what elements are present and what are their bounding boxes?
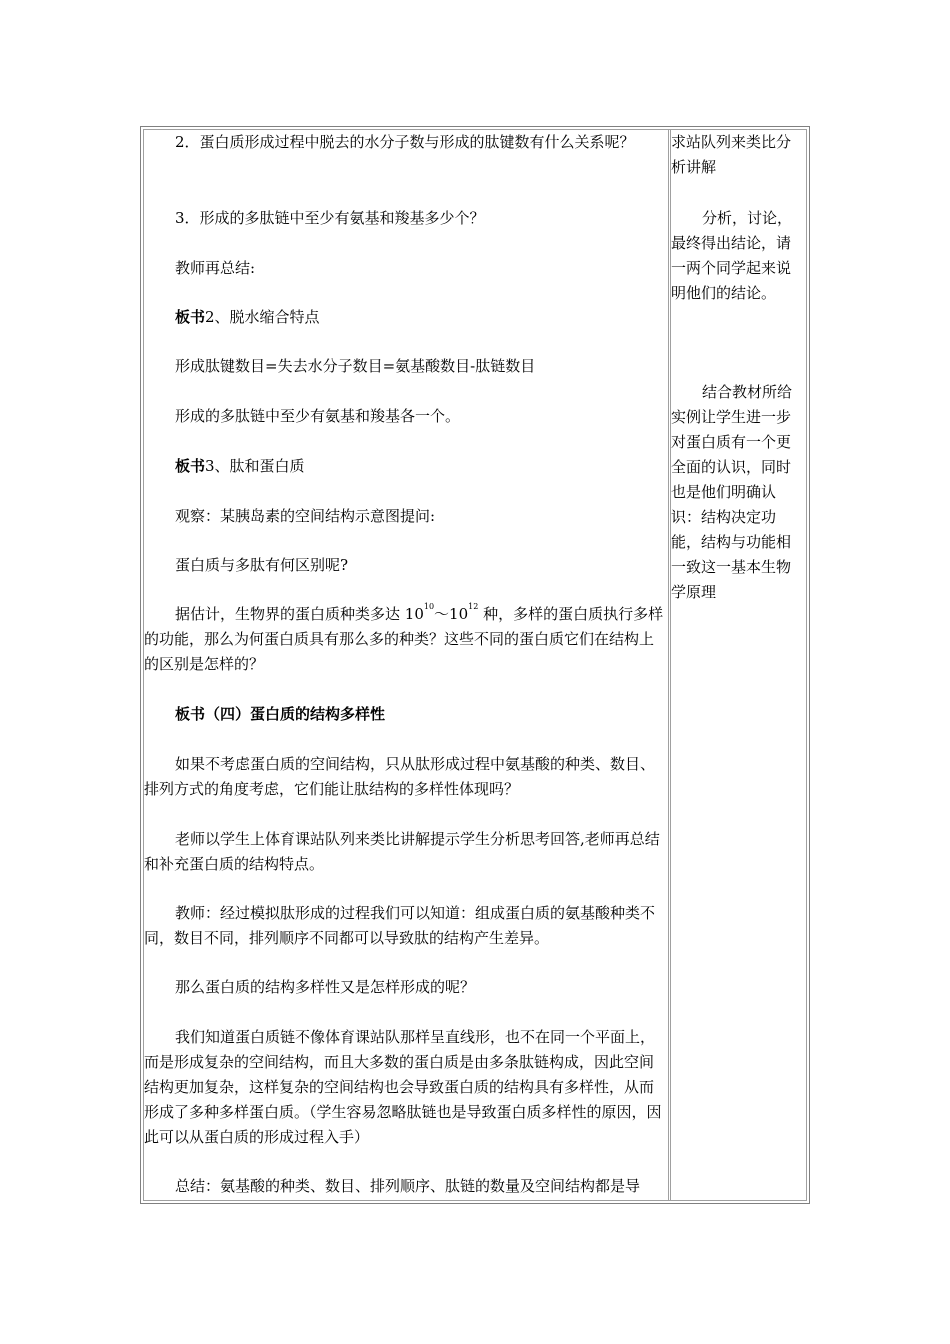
question-3: 3．形成的多肽链中至少有氨基和羧基多少个？ (175, 209, 485, 227)
formula-line: 形成肽键数目=失去水分子数目=氨基酸数目-肽链数目 (175, 357, 536, 375)
difference-question: 蛋白质与多肽有何区别呢? (175, 556, 349, 574)
side-note-discussion: 分析，讨论，最终得出结论，请一两个同学起来说明他们的结论。 (671, 209, 793, 302)
spatial-structure-paragraph: 我们知道蛋白质链不像体育课站队那样呈直线形，也不在同一个平面上，而是形成复杂的空间结构，而且大多数的蛋白质是由多条肽链构成，因此空间结构更加复杂，这样复杂的空间结构也会导致蛋白质的结构具有多样性，从而形成了多种多样蛋白质。（学生容易忽略肽链也是导致蛋白质多样性的原因，因此可以从蛋白质的形成过程入手） (144, 1028, 662, 1146)
side-note-textbook: 结合教材所给实例让学生进一步对蛋白质有一个更全面的认识，同时也是他们明确认识：结构决定功能，结构与功能相一致这一基本生物学原理 (671, 383, 793, 601)
main-column (144, 130, 669, 1200)
estimate-paragraph: 据估计，生物界的蛋白质种类多达 $10^{10}\sim 10^{12}$ 种，多样的蛋白质执行多样的功能，那么为何蛋白质具有那么多的种类？这些不同的蛋白质它们在结构上的区别是怎样的？ (144, 602, 664, 673)
observe-line: 观察：某胰岛素的空间结构示意图提问: (175, 507, 436, 525)
board-note-2: 板书2、脱水缩合特点 (175, 308, 320, 326)
diversity-question: 那么蛋白质的结构多样性又是怎样形成的呢？ (175, 978, 476, 996)
teacher-conclusion: 教师：经过模拟肽形成的过程我们可以知道：组成蛋白质的氨基酸种类不同，数目不同，排列顺序不同都可以导致肽的结构产生差异。 (144, 904, 656, 947)
side-column (670, 130, 807, 1200)
question-2: 2．蛋白质形成过程中脱去的水分子数与形成的肽键数有什么关系呢？ (175, 133, 635, 151)
final-summary: 总结：氨基酸的种类、数目、排列顺序、肽链的数量及空间结构都是导 (175, 1177, 641, 1195)
board-note-3: 板书3、肽和蛋白质 (175, 457, 305, 475)
side-note-analogy: 求站队列来类比分析讲解 (671, 133, 792, 176)
teacher-summary: 教师再总结: (175, 259, 256, 277)
teacher-analogy: 老师以学生上体育课站队列来类比讲解提示学生分析思考回答,老师再总结和补充蛋白质的结构特点。 (144, 830, 660, 873)
amino-carboxyl-line: 形成的多肽链中至少有氨基和羧基各一个。 (175, 407, 461, 425)
structure-question: 如果不考虑蛋白质的空间结构，只从肽形成过程中氨基酸的种类、数目、排列方式的角度考虑，它们能让肽结构的多样性体现吗？ (144, 755, 656, 798)
board-note-4: 板书（四）蛋白质的结构多样性 (175, 705, 386, 723)
